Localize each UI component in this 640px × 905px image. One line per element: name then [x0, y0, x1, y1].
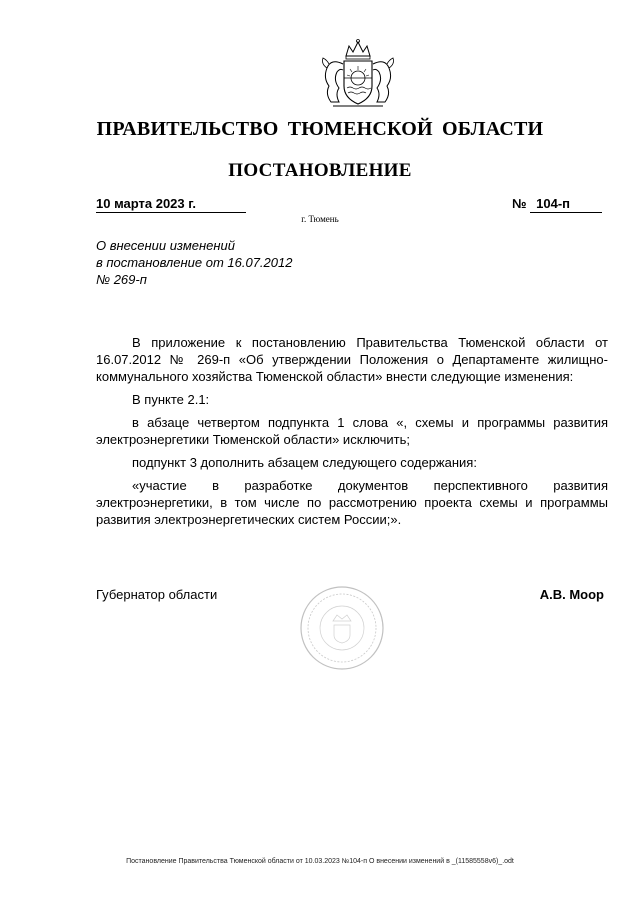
coat-of-arms-icon — [313, 38, 403, 112]
subject-line: О внесении изменений — [96, 238, 235, 253]
organization-title: ПРАВИТЕЛЬСТВО ТЮМЕНСКОЙ ОБЛАСТИ — [96, 118, 544, 140]
body-paragraph: подпункт 3 дополнить абзацем следующего содержания: — [132, 455, 477, 470]
document-date: 10 марта 2023 г. — [96, 195, 246, 213]
body-paragraph: в абзаце четвертом подпункта 1 слова «, схемы и программы развития электроэнергетики Тюменской области» исключить; — [96, 415, 608, 447]
document-city: г. Тюмень — [301, 214, 339, 224]
document-body — [96, 334, 608, 534]
document-type: ПОСТАНОВЛЕНИЕ — [228, 160, 412, 181]
signatory-title: Губернатор области — [96, 587, 218, 602]
body-paragraph: В приложение к постановлению Правительства Тюменской области от 16.07.2012 № 269-п «Об утверждении Положения о Департаменте жилищно-коммунального хозяйства Тюменской области» внести следующие изменения: — [96, 335, 608, 384]
document-number-row — [512, 195, 602, 213]
body-paragraph: «участие в разработке документов перспективного развития электроэнергетики, в том числе по рассмотрению проекта схемы и программы развития электроэнергетических систем России;». — [96, 478, 608, 527]
body-paragraph: В пункте 2.1: — [132, 392, 210, 407]
official-seal-icon — [299, 585, 385, 671]
document-number: 104-п — [530, 195, 602, 213]
number-sign: № — [512, 196, 527, 211]
subject-line: № 269-п — [96, 272, 147, 287]
document-subject — [96, 237, 396, 288]
document-footer: Постановление Правительства Тюменской области от 10.03.2023 №104-п О внесении изменений в _(11585558v6)_.odt — [126, 858, 514, 865]
subject-line: в постановление от 16.07.2012 — [96, 255, 293, 270]
signatory-name: А.В. Моор — [539, 587, 604, 602]
